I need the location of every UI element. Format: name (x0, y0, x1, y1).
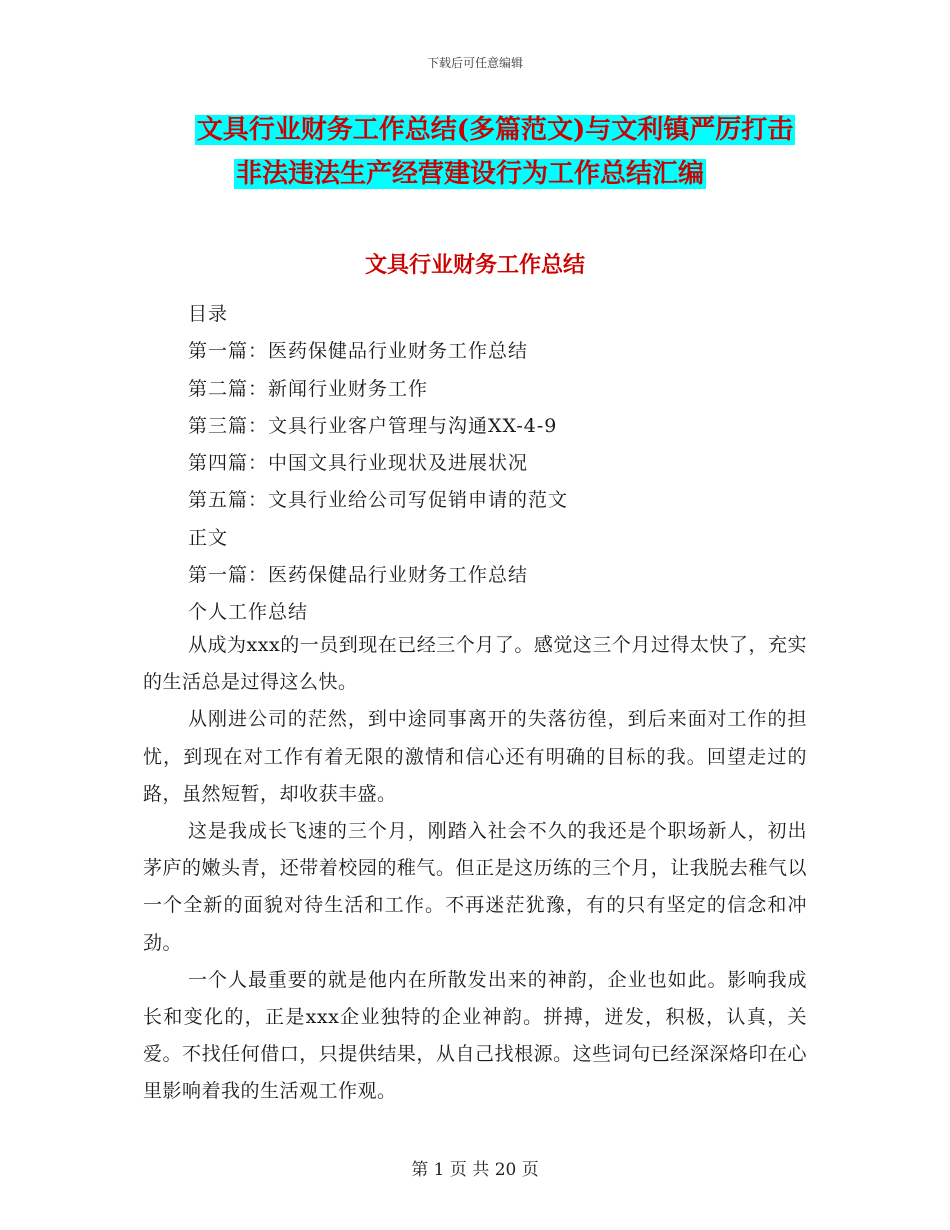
toc-line: 第三篇：文具行业客户管理与沟通XX-4-9 (188, 414, 558, 437)
body-text (143, 627, 807, 1111)
header-note: 下载后可任意编辑 (426, 56, 523, 70)
toc-line: 目录 (188, 303, 229, 325)
toc-line: 正文 (188, 526, 229, 549)
paragraph: 这是我成长飞速的三个月，刚踏入社会不久的我还是个职场新人，初出茅庐的嫩头青，还带着校园的稚气。但正是这历练的三个月，让我脱去稚气以一个全新的面貌对待生活和工作。不再迷茫犹豫，有的只有坚定的信念和冲劲。 (143, 820, 807, 954)
toc-line: 第五篇：文具行业给公司写促销申请的范文 (188, 489, 569, 512)
title-highlight-1: 文具行业财务工作总结(多篇范文)与文利镇严厉打击 (196, 115, 794, 145)
toc-line: 第二篇：新闻行业财务工作 (188, 377, 429, 400)
paragraph: 从刚进公司的茫然，到中途同事离开的失落彷徨，到后来面对工作的担忧，到现在对工作有着无限的激情和信心还有明确的目标的我。回望走过的路，虽然短暂，却收获丰盛。 (143, 708, 807, 805)
table-of-contents (188, 296, 568, 632)
document-title-line2 (0, 156, 950, 192)
toc-line: 第一篇：医药保健品行业财务工作总结 (188, 564, 529, 587)
document-title-line1 (0, 112, 950, 148)
paragraph: 从成为xxx的一员到现在已经三个月了。感觉这三个月过得太快了，充实的生活总是过得这么快。 (143, 634, 807, 694)
toc-line: 个人工作总结 (188, 601, 309, 624)
title-highlight-2: 非法违法生产经营建设行为工作总结汇编 (235, 159, 704, 189)
toc-line: 第四篇：中国文具行业现状及进展状况 (188, 452, 529, 475)
toc-line: 第一篇：医药保健品行业财务工作总结 (188, 340, 529, 363)
paragraph: 一个人最重要的就是他内在所散发出来的神韵，企业也如此。影响我成长和变化的，正是xxx企业独特的企业神韵。拼搏，迸发，积极，认真，关爱。不找任何借口，只提供结果，从自己找根源。这些词句已经深深烙印在心里影响着我的生活观工作观。 (143, 968, 807, 1103)
page-footer: 第 1 页 共 20 页 (411, 1160, 539, 1180)
section-title: 文具行业财务工作总结 (364, 252, 585, 278)
